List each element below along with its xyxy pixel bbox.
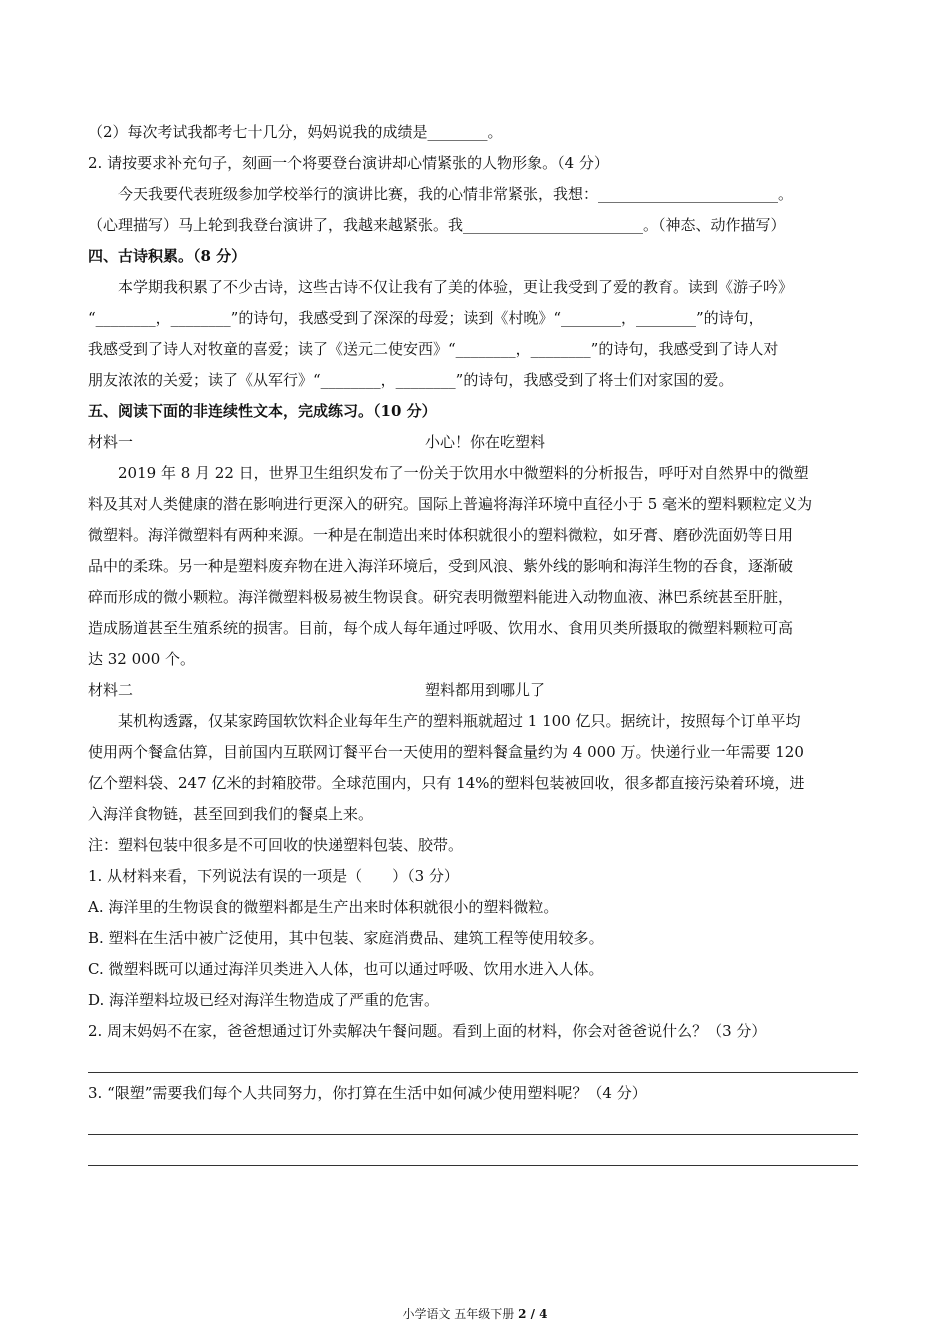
- question-5-2: 2. 周末妈妈不在家，爸爸想通过订外卖解决午餐问题。看到上面的材料，你会对爸爸说什么？（3 分）: [88, 1022, 767, 1040]
- poetry-paragraph-line: 朋友浓浓的关爱；读了《从军行》“________，________”的诗句，我感受到了将士们对家国的爱。: [88, 371, 734, 389]
- material-1-text-line: 品中的柔珠。另一种是塑料废弃物在进入海洋环境后，受到风浪、紫外线的影响和海洋生物的吞食，逐渐破: [88, 557, 794, 575]
- page-footer: [0, 1306, 950, 1322]
- material-1-text-line: 料及其对人类健康的潜在影响进行更深入的研究。国际上普遍将海洋环境中直径小于 5 毫米的塑料颗粒定义为: [88, 495, 813, 513]
- footer-text: 小学语文 五年级下册: [402, 1307, 519, 1321]
- question-3-2-sentence-1: 今天我要代表班级参加学校举行的演讲比赛，我的心情非常紧张，我想：________________________。: [118, 185, 794, 203]
- material-1-text-line: 2019 年 8 月 22 日，世界卫生组织发布了一份关于饮用水中微塑料的分析报告，呼吁对自然界中的微塑: [118, 464, 809, 482]
- answer-line[interactable]: [88, 1072, 858, 1073]
- answer-line[interactable]: [88, 1134, 858, 1135]
- question-3-2-sentence-2: （心理描写）马上轮到我登台演讲了，我越来越紧张。我________________________。（神态、动作描写）: [88, 216, 786, 234]
- page-number: 2 / 4: [518, 1307, 548, 1321]
- material-1-label: 材料一: [88, 433, 134, 451]
- answer-line[interactable]: [88, 1165, 858, 1166]
- material-1-text-line: 微塑料。海洋微塑料有两种来源。一种是在制造出来时体积就很小的塑料微粒，如牙膏、磨砂洗面奶等日用: [88, 526, 794, 544]
- material-1-text-line: 碎而形成的微小颗粒。海洋微塑料极易被生物误食。研究表明微塑料能进入动物血液、淋巴系统甚至肝脏，: [88, 588, 794, 606]
- material-2-title: 塑料都用到哪儿了: [425, 681, 546, 699]
- poetry-paragraph-line: 本学期我积累了不少古诗，这些古诗不仅让我有了美的体验，更让我受到了爱的教育。读到《游子吟》: [118, 278, 794, 296]
- option-a: A. 海洋里的生物误食的微塑料都是生产出来时体积就很小的塑料微粒。: [88, 898, 559, 916]
- question-3-2: 2. 请按要求补充句子，刻画一个将要登台演讲却心情紧张的人物形象。（4 分）: [88, 154, 609, 172]
- poetry-paragraph-line: 我感受到了诗人对牧童的喜爱；读了《送元二使安西》“________，________”的诗句，我感受到了诗人对: [88, 340, 779, 358]
- material-1-text-line: 造成肠道甚至生殖系统的损害。目前，每个成人每年通过呼吸、饮用水、食用贝类所摄取的微塑料颗粒可高: [88, 619, 794, 637]
- material-2-text-line: 某机构透露，仅某家跨国软饮料企业每年生产的塑料瓶就超过 1 100 亿只。据统计，按照每个订单平均: [118, 712, 801, 730]
- question-3-1-2: （2）每次考试我都考七十几分，妈妈说我的成绩是________。: [88, 123, 503, 141]
- material-2-note: 注：塑料包装中很多是不可回收的快递塑料包装、胶带。: [88, 836, 464, 854]
- material-2-text-line: 入海洋食物链，甚至回到我们的餐桌上来。: [88, 805, 374, 823]
- option-c: C. 微塑料既可以通过海洋贝类进入人体，也可以通过呼吸、饮用水进入人体。: [88, 960, 604, 978]
- option-d: D. 海洋塑料垃圾已经对海洋生物造成了严重的危害。: [88, 991, 440, 1009]
- section-5-heading: 五、阅读下面的非连续性文本，完成练习。（10 分）: [88, 402, 437, 420]
- section-4-heading: 四、古诗积累。（8 分）: [88, 247, 247, 265]
- option-b: B. 塑料在生活中被广泛使用，其中包装、家庭消费品、建筑工程等使用较多。: [88, 929, 604, 947]
- question-5-1: 1. 从材料来看，下列说法有误的一项是（ ）（3 分）: [88, 867, 459, 885]
- material-2-text-line: 亿个塑料袋、247 亿米的封箱胶带。全球范围内，只有 14%的塑料包装被回收，很多都直接污染着环境，进: [88, 774, 805, 792]
- material-2-text-line: 使用两个餐盒估算，目前国内互联网订餐平台一天使用的塑料餐盒量约为 4 000 万。快递行业一年需要 120: [88, 743, 804, 761]
- poetry-paragraph-line: “________，________”的诗句，我感受到了深深的母爱；读到《村晚》“________，________”的诗句，: [88, 309, 764, 327]
- material-2-label: 材料二: [88, 681, 134, 699]
- material-1-text-line: 达 32 000 个。: [88, 650, 196, 668]
- question-5-3: 3. “限塑”需要我们每个人共同努力，你打算在生活中如何减少使用塑料呢？（4 分）: [88, 1084, 647, 1102]
- material-1-title: 小心！你在吃塑料: [425, 433, 546, 451]
